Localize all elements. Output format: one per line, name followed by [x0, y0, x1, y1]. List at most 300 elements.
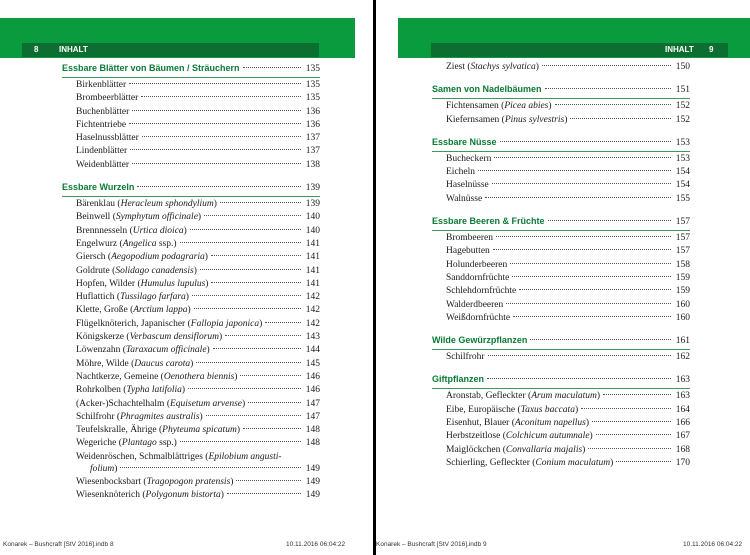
- entry-text: [446, 232, 493, 245]
- entry-name: Klette, Große: [76, 305, 128, 316]
- entry-text: Huflattich (Tussilago farfara): [76, 292, 189, 303]
- section-title: Essbare Nüsse: [432, 136, 497, 147]
- entry-latin: Fallopia japonica: [190, 318, 260, 329]
- entry-latin: Aconitum napellus: [514, 418, 586, 429]
- dot-leader: [188, 388, 301, 389]
- toc-section: [432, 333, 690, 364]
- entry-latin: Convallaria majalis: [505, 444, 583, 455]
- entry-text: [446, 179, 489, 192]
- entry-page: 163: [675, 391, 690, 402]
- section-title: Essbare Wurzeln: [62, 182, 135, 193]
- entry-latin: Taraxacum officinale: [125, 345, 207, 356]
- dot-leader: [513, 316, 671, 317]
- section-page: 139: [305, 183, 320, 194]
- entry-page: 135: [305, 93, 320, 104]
- entry-text: (Acker-)Schachtelhalm (Equisetum arvense): [76, 398, 246, 409]
- dot-leader: [220, 202, 301, 203]
- entry-text: [76, 145, 127, 158]
- toc-entry: [62, 225, 320, 238]
- entry-name: Goldrute: [76, 265, 110, 276]
- entry-name: Sanddornfrüchte: [446, 272, 510, 283]
- entry-latin: Tragopogon pratensis: [146, 477, 231, 488]
- entry-text: [76, 79, 126, 92]
- entry-text: [76, 106, 129, 119]
- entry-name: Eicheln: [446, 167, 476, 178]
- toc-entry: [432, 153, 690, 166]
- entry-text: Schilfrohr (Phragmites australis): [76, 411, 203, 422]
- entry-name: Königskerze: [76, 332, 125, 343]
- toc-entry: [432, 166, 690, 179]
- section-page: 157: [675, 217, 690, 228]
- toc-entry: [62, 358, 320, 371]
- entry-latin: Solidago canadensis: [115, 265, 194, 276]
- entry-text: [446, 245, 490, 258]
- entry-name: Herbstzeitlose: [446, 431, 501, 442]
- dot-leader: [570, 118, 671, 119]
- toc-entry: [62, 291, 320, 304]
- entry-page: 145: [305, 358, 320, 369]
- dot-leader: [142, 136, 301, 137]
- entry-name: Fichtensamen: [446, 101, 499, 112]
- dot-leader: [211, 282, 301, 283]
- entry-page: 144: [305, 345, 320, 356]
- toc-entry: [432, 417, 690, 430]
- section-title: Samen von Nadelbäumen: [432, 84, 542, 95]
- toc-entry: [62, 265, 320, 278]
- toc-entry: [432, 299, 690, 312]
- entry-text: Rohrkolben (Typha latifolia): [76, 385, 186, 396]
- dot-leader: [487, 378, 671, 379]
- toc-entry: [62, 384, 320, 397]
- entry-page: 154: [675, 180, 690, 191]
- toc-entry: [62, 106, 320, 119]
- entry-name: Schierling, Gefleckter: [446, 457, 530, 468]
- toc-entry: [62, 304, 320, 317]
- entry-text: Löwenzahn (Taraxacum officinale): [76, 345, 210, 356]
- toc-entry: [432, 259, 690, 272]
- dot-leader: [225, 335, 301, 336]
- section-heading: [432, 333, 690, 348]
- entry-latin: Arctium lappa: [133, 305, 188, 316]
- entry-text: Fichtensamen (Picea abies): [446, 101, 552, 112]
- entry-latin: Aegopodium podagraria: [111, 252, 205, 263]
- toc-entry: [62, 424, 320, 437]
- entry-text: [446, 312, 510, 325]
- section-page: 163: [675, 375, 690, 386]
- dot-leader: [616, 461, 671, 462]
- toc-entry: [62, 476, 320, 489]
- dot-leader: [243, 428, 301, 429]
- toc-section: [432, 135, 690, 206]
- entry-latin: Taxus baccata: [520, 404, 575, 415]
- entry-text: Wiesenknöterich (Polygonum bistorta): [76, 490, 224, 501]
- entry-page: 142: [305, 305, 320, 316]
- entry-latin: Picea abies: [504, 101, 549, 112]
- entry-page: 138: [305, 159, 320, 170]
- entry-text: Königskerze (Verbascum densiflorum): [76, 332, 223, 343]
- entry-name: Eibe, Europäische: [446, 404, 516, 415]
- entry-text: Kiefernsamen (Pinus sylvestris): [446, 114, 568, 125]
- toc-continued: [432, 61, 690, 74]
- toc-entry: [432, 100, 690, 113]
- entry-latin: Symphytum officinale: [115, 212, 198, 223]
- entry-latin: Stachys sylvatica: [470, 62, 536, 72]
- print-timestamp: 10.11.2016 06:04:22: [286, 541, 346, 548]
- entry-latin: Epilobium angusti-: [208, 451, 282, 462]
- entry-latin: Urtica dioica: [132, 225, 184, 236]
- entry-page: 157: [675, 233, 690, 244]
- entry-page: 141: [305, 238, 320, 249]
- dot-leader: [129, 83, 301, 84]
- entry-text: [76, 159, 129, 172]
- entry-name: Hopfen, Wilder: [76, 278, 136, 289]
- entry-text: [446, 272, 509, 285]
- toc-section: [432, 82, 690, 127]
- dot-leader: [213, 348, 301, 349]
- toc-entry: [62, 331, 320, 344]
- entry-latin: Equisetum arvense: [169, 398, 243, 409]
- entry-name: Wegeriche: [76, 438, 117, 449]
- entry-page: 147: [305, 398, 320, 409]
- dot-leader: [596, 434, 671, 435]
- entry-name: Brennnesseln: [76, 225, 128, 236]
- dot-leader: [204, 215, 301, 216]
- entry-text: Möhre, Wilde (Daucus carota): [76, 358, 194, 369]
- entry-page: 162: [675, 352, 690, 363]
- toc-entry: [432, 193, 690, 206]
- entry-name: Ziest: [446, 62, 465, 72]
- entry-latin: Plantago: [121, 438, 157, 449]
- entry-page: 141: [305, 278, 320, 289]
- entry-latin: Angelica: [122, 238, 157, 249]
- section-rule: [432, 230, 690, 231]
- toc-entry: [432, 272, 690, 285]
- entry-text: Nachtkerze, Gemeine (Oenothera biennis): [76, 371, 238, 382]
- section-rule: [432, 98, 690, 99]
- toc-entry: [432, 285, 690, 298]
- entry-name: Haselnüsse: [446, 180, 489, 191]
- entry-extra: ssp.: [158, 238, 174, 249]
- entry-page: 146: [305, 371, 320, 382]
- entry-text: Herbstzeitlose (Colchicum autumnale): [446, 431, 593, 442]
- dot-leader: [542, 65, 671, 66]
- entry-name: Schilfrohr: [76, 411, 115, 422]
- toc-section: [432, 372, 690, 470]
- entry-text: [76, 92, 138, 105]
- dot-leader: [555, 104, 671, 105]
- entry-page: 159: [675, 286, 690, 297]
- header-title: INHALT: [665, 45, 694, 54]
- dot-leader: [132, 163, 301, 164]
- entry-text: Bärenklau (Heracleum sphondylium): [76, 199, 217, 210]
- dot-leader: [494, 157, 671, 158]
- entry-latin: Typha latifolia: [126, 385, 182, 396]
- entry-name: Huflattich: [76, 292, 115, 303]
- toc-entry: [62, 344, 320, 357]
- entry-text: Flügelknöterich, Japanischer (Fallopia japonica): [76, 318, 263, 329]
- entry-name: Brombeeren: [446, 233, 493, 244]
- toc-entry: [432, 444, 690, 457]
- section-page: 151: [675, 85, 690, 96]
- entry-text: Hopfen, Wilder (Humulus lupulus): [76, 278, 209, 289]
- entry-page: 149: [305, 490, 320, 501]
- right-page: [376, 0, 750, 555]
- entry-text: Engelwurz (Angelica ssp.): [76, 238, 177, 249]
- dot-leader: [545, 88, 671, 89]
- page-number: 9: [709, 45, 714, 54]
- entry-page: 159: [675, 272, 690, 283]
- print-timestamp: 10.11.2016 06:04:22: [683, 541, 743, 548]
- entry-name: Wiesenknöterich: [76, 490, 140, 501]
- entry-page: 155: [675, 193, 690, 204]
- entry-text: Wegeriche (Plantago ssp.): [76, 438, 177, 449]
- section-rule: [62, 77, 320, 78]
- entry-text: [76, 132, 139, 145]
- entry-page: 150: [675, 62, 690, 72]
- entry-latin: Colchicum autumnale: [505, 431, 590, 442]
- entry-latin: Polygonum bistorta: [145, 490, 221, 501]
- entry-name: Löwenzahn: [76, 345, 121, 356]
- toc-entry: [62, 437, 320, 450]
- entry-page: 140: [305, 212, 320, 223]
- section-page: 135: [305, 64, 320, 74]
- entry-page: 160: [675, 299, 690, 310]
- entry-text: Aronstab, Gefleckter (Arum maculatum): [446, 391, 601, 402]
- toc-entry: [62, 145, 320, 158]
- section-title: Giftpflanzen: [432, 374, 484, 385]
- entry-line: Weidenröschen, Schmalblättriges (Epilobium angusti-: [76, 451, 282, 462]
- section-rule: [432, 388, 690, 389]
- entry-page: 152: [675, 114, 690, 125]
- section-title: Essbare Blätter von Bäumen / Sträuchern: [62, 63, 240, 73]
- entry-name: Schilfrohr: [446, 352, 485, 363]
- section-title: Wilde Gewürzpflanzen: [432, 335, 528, 346]
- entry-name: Lindenblätter: [76, 146, 128, 157]
- toc-entry: [432, 245, 690, 258]
- section-heading: [432, 214, 690, 229]
- entry-name: Engelwurz: [76, 238, 118, 249]
- entry-name: Eisenhut, Blauer: [446, 418, 510, 429]
- entry-line: [62, 463, 320, 476]
- entry-page: 152: [675, 101, 690, 112]
- toc-entry: [62, 92, 320, 105]
- toc-entry: [432, 457, 690, 470]
- section-rule: [62, 196, 320, 197]
- dot-leader: [180, 242, 301, 243]
- entry-page: 147: [305, 411, 320, 422]
- dot-leader: [488, 355, 671, 356]
- entry-page: 160: [675, 312, 690, 323]
- section-heading: [432, 82, 690, 97]
- entry-page: 142: [305, 318, 320, 329]
- entry-text: Schierling, Gefleckter (Conium maculatum): [446, 457, 614, 468]
- entry-latin: Tussilago farfara: [120, 292, 186, 303]
- dot-leader: [194, 308, 301, 309]
- dot-leader: [211, 255, 301, 256]
- entry-name: Wiesenbocksbart: [76, 477, 142, 488]
- entry-name: Kiefernsamen: [446, 114, 500, 125]
- toc-entry: [432, 312, 690, 325]
- dot-leader: [227, 493, 301, 494]
- dot-leader: [180, 441, 301, 442]
- toc-entry: [62, 371, 320, 384]
- dot-leader: [243, 67, 301, 68]
- entry-name: Teufelskralle, Ährige: [76, 425, 157, 436]
- dot-leader: [519, 289, 671, 290]
- table-of-contents: [62, 61, 320, 511]
- entry-name: Weißdornfrüchte: [446, 312, 511, 323]
- toc-entry: [62, 278, 320, 291]
- dot-leader: [206, 415, 301, 416]
- section-rule: [432, 151, 690, 152]
- dot-leader: [196, 362, 301, 363]
- entry-latin: Humulus lupulus: [140, 278, 206, 289]
- entry-name: Walderdbeeren: [446, 299, 504, 310]
- dot-leader: [137, 186, 301, 187]
- toc-section: [62, 180, 320, 503]
- dot-leader: [500, 141, 671, 142]
- running-header: [431, 43, 728, 57]
- entry-latin: Phragmites australis: [120, 411, 200, 422]
- entry-name: Brombeerblätter: [76, 93, 139, 104]
- entry-page: 139: [305, 199, 320, 210]
- entry-text: [446, 299, 503, 312]
- entry-extra: ssp.: [159, 438, 174, 449]
- section-heading: [432, 372, 690, 387]
- entry-name: (Acker-)Schachtelhalm: [76, 398, 165, 409]
- toc-entry: [432, 430, 690, 443]
- toc-entry: [62, 451, 320, 476]
- toc-entry: [62, 159, 320, 172]
- toc-entry: [432, 232, 690, 245]
- entry-latin: Conium maculatum: [535, 457, 611, 468]
- entry-name: Giersch: [76, 252, 106, 263]
- toc-entry: [432, 179, 690, 192]
- entry-latin-cont: folium: [90, 463, 115, 474]
- section-heading: [432, 135, 690, 150]
- dot-leader: [190, 229, 301, 230]
- toc-entry: [62, 489, 320, 502]
- entry-text: [446, 285, 516, 298]
- entry-page: 158: [675, 259, 690, 270]
- entry-latin: Pinus sylvestris: [504, 114, 565, 125]
- toc-entry: [62, 411, 320, 424]
- entry-text: [446, 351, 485, 364]
- entry-page: 166: [675, 418, 690, 429]
- entry-name: Hagebutten: [446, 246, 490, 257]
- entry-page: 146: [305, 385, 320, 396]
- toc-entry: [432, 404, 690, 417]
- dot-leader: [548, 220, 671, 221]
- entry-text: Maiglöckchen (Convallaria majalis): [446, 444, 586, 455]
- dot-leader: [240, 375, 301, 376]
- entry-page: 164: [675, 404, 690, 415]
- dot-leader: [588, 448, 671, 449]
- section-title: Essbare Beeren & Früchte: [432, 216, 545, 227]
- entry-name: Weidenröschen, Schmalblättriges: [76, 451, 203, 462]
- entry-name: Schlehdornfrüchte: [446, 286, 517, 297]
- entry-name: Buchenblätter: [76, 106, 130, 117]
- toc-entry: [62, 132, 320, 145]
- entry-name: Holunderbeeren: [446, 259, 508, 270]
- entry-page: 149: [305, 463, 320, 474]
- dot-leader: [603, 394, 671, 395]
- entry-name: Nachtkerze, Gemeine: [76, 371, 159, 382]
- dot-leader: [510, 263, 671, 264]
- dot-leader: [236, 480, 301, 481]
- entry-name: Beinwell: [76, 212, 111, 223]
- dot-leader: [581, 408, 671, 409]
- entry-text: Eisenhut, Blauer (Aconitum napellus): [446, 418, 590, 429]
- dot-leader: [506, 303, 671, 304]
- toc-entry: [62, 318, 320, 331]
- dot-leader: [530, 339, 671, 340]
- dot-leader: [592, 421, 671, 422]
- toc-entry: [432, 351, 690, 364]
- entry-name: Bucheckern: [446, 153, 492, 164]
- entry-text: Beinwell (Symphytum officinale): [76, 212, 202, 223]
- dot-leader: [192, 295, 301, 296]
- toc-entry: [62, 211, 320, 224]
- section-page: 153: [675, 137, 690, 148]
- table-of-contents: [432, 61, 690, 478]
- entry-page: 136: [305, 106, 320, 117]
- entry-latin: Phyteuma spicatum: [162, 425, 237, 436]
- dot-leader: [265, 322, 301, 323]
- left-page: [0, 0, 373, 555]
- toc-entry: [62, 398, 320, 411]
- entry-page: 170: [675, 457, 690, 468]
- entry-page: 148: [305, 438, 320, 449]
- section-page: 161: [675, 336, 690, 347]
- entry-name: Weidenblätter: [76, 159, 130, 170]
- toc-section: [62, 61, 320, 172]
- entry-page: 157: [675, 246, 690, 257]
- entry-latin: Oenothera biennis: [163, 371, 235, 382]
- entry-name: Fichtentriebe: [76, 119, 127, 130]
- dot-leader: [132, 110, 301, 111]
- print-slug: Konarek – Bushcraft [StV 2016].indb 8: [3, 541, 114, 548]
- dot-leader: [496, 236, 671, 237]
- print-slug: Konarek – Bushcraft [StV 2016].indb 9: [376, 541, 487, 548]
- entry-latin: Heracleum sphondylium: [120, 199, 214, 210]
- entry-name: Bärenklau: [76, 199, 116, 210]
- entry-page: 140: [305, 225, 320, 236]
- dot-leader: [130, 149, 301, 150]
- toc-entry: [432, 61, 690, 74]
- dot-leader: [512, 276, 671, 277]
- header-title: INHALT: [59, 45, 88, 54]
- dot-leader: [200, 269, 301, 270]
- entry-text: Ziest (Stachys sylvatica): [446, 62, 539, 72]
- entry-page: 153: [675, 153, 690, 164]
- entry-text: Wiesenbocksbart (Tragopogon pratensis): [76, 477, 234, 488]
- entry-page: 149: [305, 477, 320, 488]
- entry-name: Haselnussblätter: [76, 133, 139, 144]
- entry-text: [446, 153, 491, 166]
- entry-name: Walnüsse: [446, 193, 483, 204]
- dot-leader: [493, 249, 671, 250]
- dot-leader: [478, 170, 671, 171]
- entry-name: Möhre, Wilde: [76, 358, 129, 369]
- entry-name: Birkenblätter: [76, 80, 127, 90]
- dot-leader: [129, 123, 301, 124]
- entry-page: 142: [305, 292, 320, 303]
- toc-entry: [432, 390, 690, 403]
- section-heading: [62, 180, 320, 195]
- entry-page: 148: [305, 425, 320, 436]
- entry-latin: Daucus carota: [134, 358, 191, 369]
